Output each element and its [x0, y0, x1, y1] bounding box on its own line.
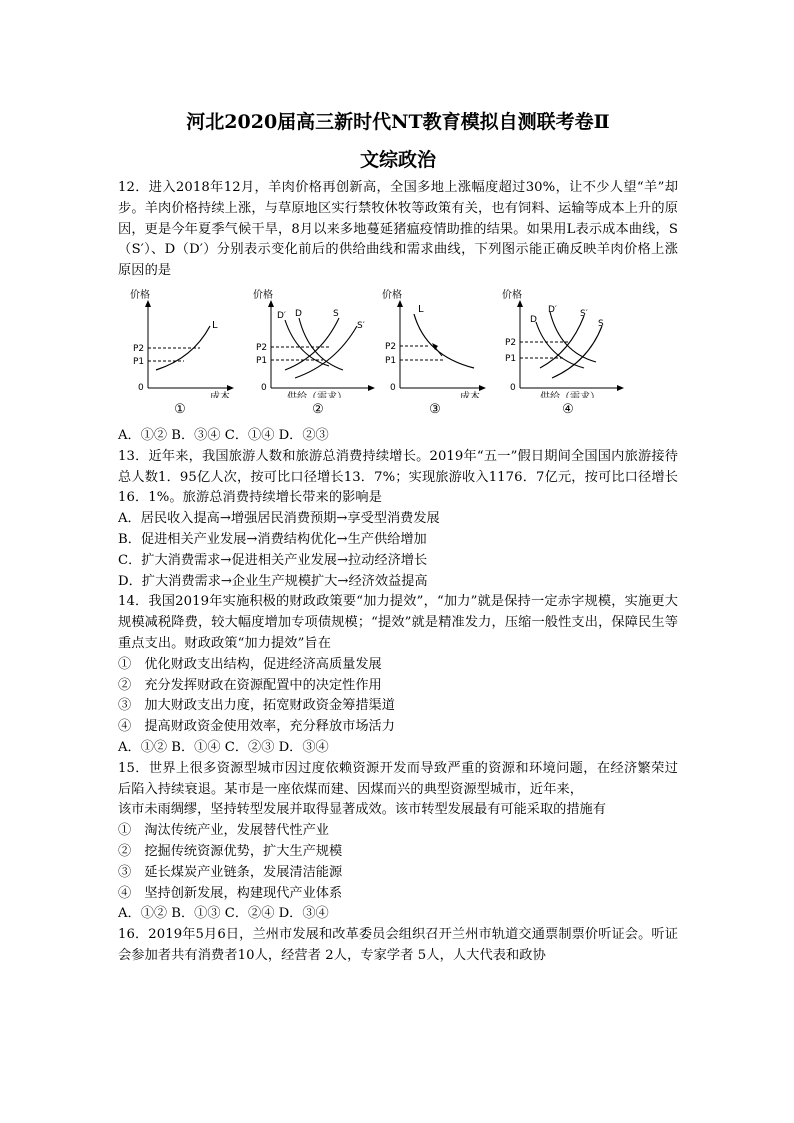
figure-1-curve-label: L — [212, 319, 218, 331]
question-13-option-d: D．扩大消费需求→企业生产规模扩大→经济效益提高 — [118, 573, 428, 589]
figure-1-ylabel: 价格 — [130, 289, 150, 301]
question-15-stem-continued: 该市未雨绸缪，坚持转型发展并取得显著成效。该市转型发展最有可能采取的措施有 — [118, 802, 606, 818]
page-title: 河北2020届高三新时代NT教育模拟自测联考卷Ⅱ — [186, 111, 610, 133]
figure-3 — [380, 286, 490, 402]
figure-2-origin: 0 — [261, 382, 267, 393]
figure-2-curve-s-prime: S′ — [357, 320, 365, 331]
figure-2-xlabel: 供给（需求） — [287, 391, 347, 398]
question-14-item-4: ④ 提高财政资金使用效率，充分释放市场活力 — [118, 719, 395, 735]
figure-4-curve-d-prime: D′ — [548, 304, 557, 315]
figure-1-p1: P1 — [133, 356, 145, 367]
figure-1-origin: 0 — [138, 382, 144, 393]
question-16-stem: 16．2019年5月6日，兰州市发展和改革委员会组织召开兰州市轨道交通票制票价听证会。听证会参加者共有消费者10人，经营者 2人，专家学者 5人，人大代表和政协 — [118, 927, 678, 963]
question-14-options: A．①② B．①④ C．②③ D．③④ — [118, 739, 329, 755]
figure-4-p2: P2 — [505, 337, 517, 348]
figure-2-curve-d-prime: D′ — [277, 310, 286, 321]
figure-4-xlabel: 供给（需求） — [540, 391, 600, 398]
page-subtitle: 文综政治 — [359, 149, 436, 171]
figure-3-p1: P1 — [385, 355, 397, 366]
figure-2 — [251, 286, 381, 402]
question-15-item-4: ④ 坚持创新发展，构建现代产业体系 — [118, 885, 343, 901]
figure-3-xlabel: 成本 — [460, 391, 480, 398]
figure-1-xlabel: 成本 — [210, 391, 230, 398]
figure-2-p1: P1 — [256, 355, 268, 366]
question-15-options: A．①② B．①③ C．②④ D．③④ — [118, 906, 329, 922]
figure-4-curve-s: S — [598, 318, 604, 329]
figure-3-curve-label: L — [418, 303, 424, 315]
figure-2-ylabel: 价格 — [253, 289, 273, 301]
question-14-item-1: ① 优化财政支出结构，促进经济高质量发展 — [118, 656, 382, 672]
figure-2-label: ② — [312, 401, 324, 417]
figure-1 — [118, 286, 238, 402]
figure-3-ylabel: 价格 — [382, 289, 402, 301]
figure-4 — [500, 286, 630, 402]
figure-4-origin: 0 — [510, 382, 516, 393]
figure-1-label: ① — [174, 401, 186, 417]
exam-page — [118, 100, 678, 967]
question-13-option-a: A．居民收入提高→增强居民消费预期→享受型消费发展 — [118, 511, 440, 527]
figure-4-ylabel: 价格 — [502, 289, 522, 301]
figure-4-label: ④ — [562, 401, 574, 417]
figure-4-curve-s-prime: S′ — [580, 308, 588, 319]
question-15-stem: 15．世界上很多资源型城市因过度依赖资源开发而导致严重的资源和环境问题，在经济繁荣过后陷入持续衰退。某市是一座依煤而建、因煤而兴的典型资源型城市，近年来， — [118, 760, 678, 797]
question-15-item-3: ③ 延长煤炭产业链条，发展清洁能源 — [118, 864, 343, 880]
question-15-item-1: ① 淘汰传统产业，发展替代性产业 — [118, 823, 329, 839]
figure-4-curve-d: D — [530, 314, 537, 325]
question-15-item-2: ② 挖掘传统资源优势，扩大生产规模 — [118, 843, 343, 859]
figure-3-origin: 0 — [390, 382, 396, 393]
question-13-stem: 13．近年来，我国旅游人数和旅游总消费持续增长。2019年“五一”假日期间全国国内旅游接待总人数1．95亿人次，按可比口径增长13．7%；实现旅游收入1176．7亿元，按可比口径增长16．1%。旅游总消费持续增长带来的影响是 — [118, 448, 678, 506]
question-14-item-2: ② 充分发挥财政在资源配置中的决定性作用 — [118, 677, 382, 693]
question-14-item-3: ③ 加大财政支出力度，拓宽财政资金筹措渠道 — [118, 698, 395, 714]
figure-2-curve-d: D — [295, 308, 302, 319]
figure-3-p2: P2 — [385, 341, 397, 352]
question-13-option-b: B．促进相关产业发展→消费结构优化→生产供给增加 — [118, 531, 427, 547]
figure-1-p2: P2 — [133, 343, 145, 354]
question-12-figures — [118, 286, 678, 426]
question-12-stem: 12．进入2018年12月，羊肉价格再创新高，全国多地上涨幅度超过30%，让不少人望“羊”却步。羊肉价格持续上涨，与草原地区实行禁牧休牧等政策有关，也有饲料、运输等成本上升的原因，更是今年夏季气候干旱，8月以来多地蔓延猪瘟疫情助推的结果。如果用L表示成本曲线，S（S′）、D（D′）分别表示变化前后的供给曲线和需求曲线，下列图示能正确反映羊肉价格上涨原因的是 — [118, 180, 678, 279]
question-13-option-c: C．扩大消费需求→促进相关产业发展→拉动经济增长 — [118, 552, 428, 568]
question-14-stem: 14．我国2019年实施积极的财政政策要“加力提效”，“加力”就是保持一定赤字规模，实施更大规模减税降费，较大幅度增加专项债规模；“提效”就是精准发力，压缩一般性支出，保障民生等重点支出。财政政策“加力提效”旨在 — [118, 594, 678, 651]
figure-2-p2: P2 — [256, 342, 268, 353]
question-12-options: A．①② B．③④ C．①④ D．②③ — [118, 427, 329, 443]
figure-3-label: ③ — [429, 401, 441, 417]
figure-2-curve-s: S — [333, 308, 339, 319]
figure-4-p1: P1 — [505, 353, 517, 364]
